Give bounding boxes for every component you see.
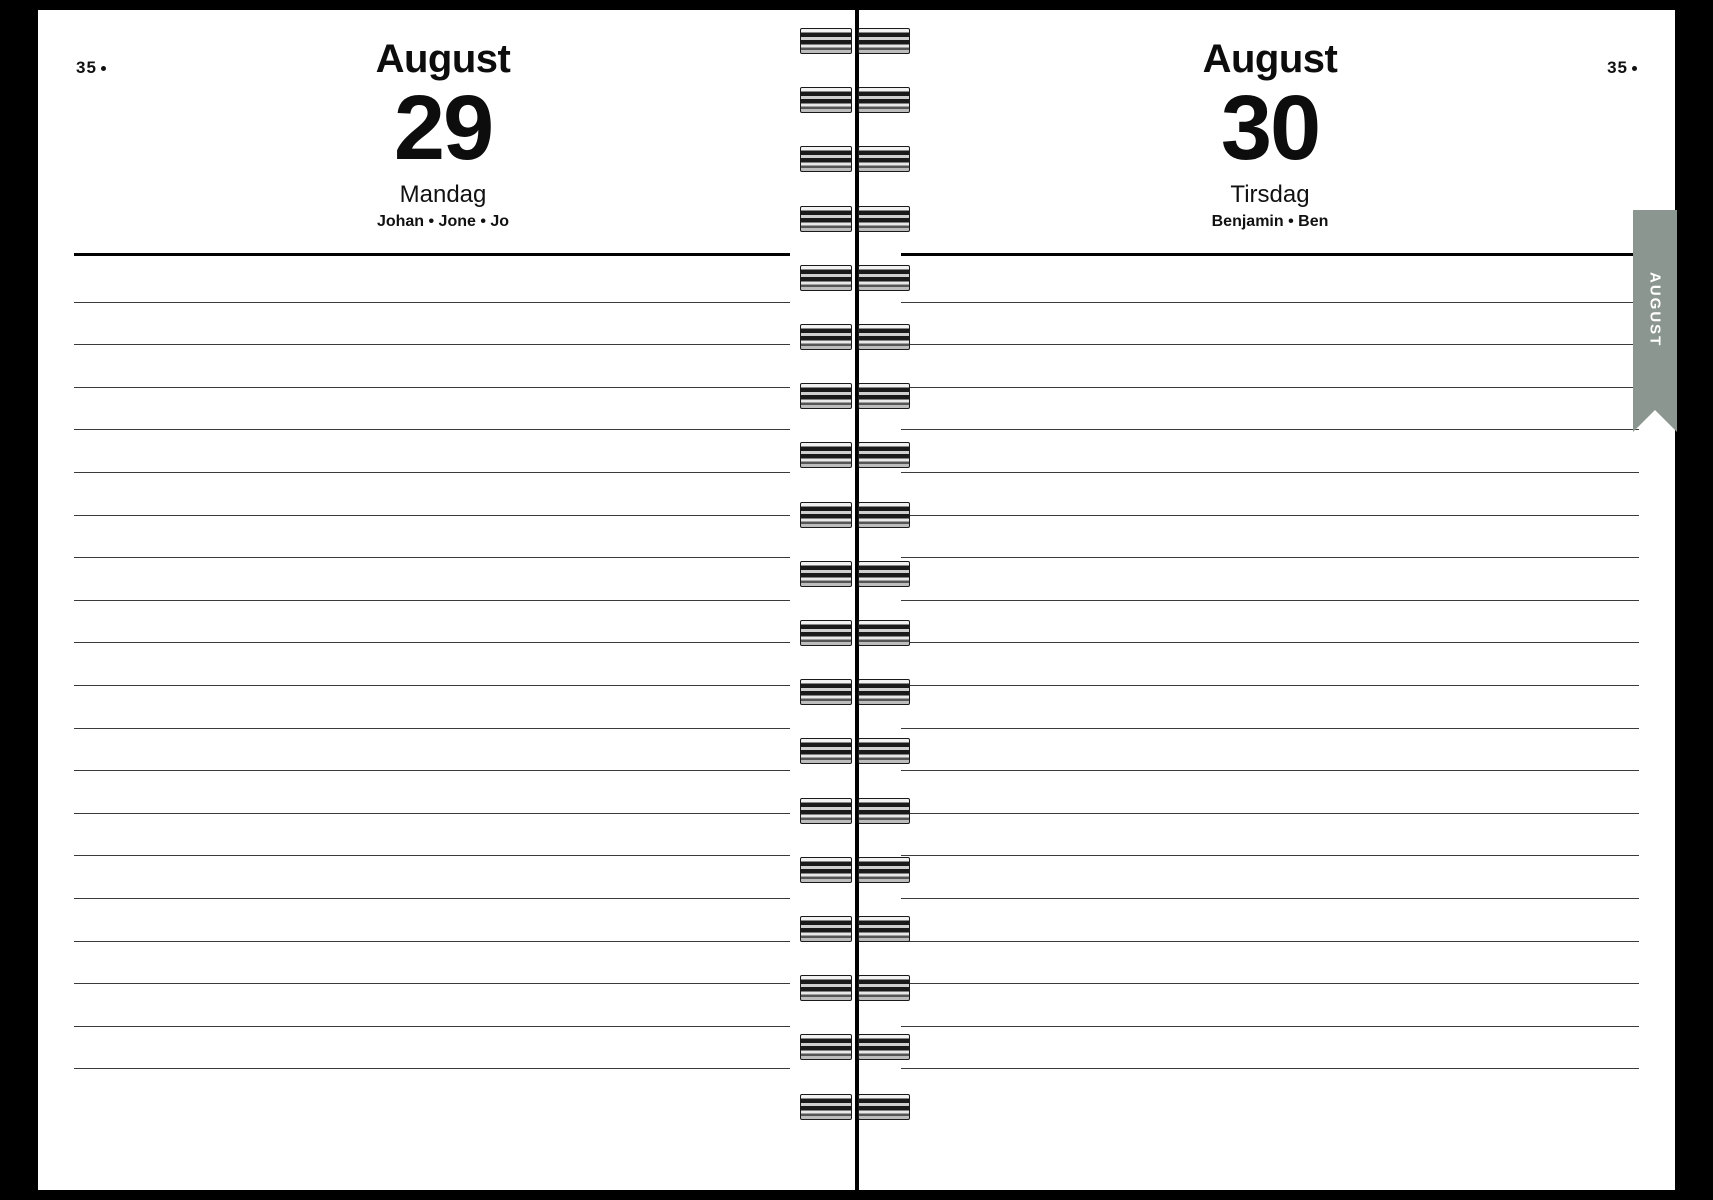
spiral-coil-segment — [858, 502, 910, 528]
spiral-coil-segment — [800, 28, 852, 54]
spiral-coil-segment — [858, 265, 910, 291]
header-rule-left — [74, 253, 790, 256]
spiral-coil — [800, 502, 914, 528]
spiral-coil-segment — [800, 916, 852, 942]
month-tab-label: AUGUST — [1646, 272, 1664, 348]
spiral-binding — [800, 0, 914, 1200]
spiral-coil-segment — [858, 324, 910, 350]
spiral-coil-segment — [858, 146, 910, 172]
spiral-coil — [800, 1034, 914, 1060]
writing-lines-left[interactable] — [74, 260, 790, 1164]
spiral-coil-segment — [800, 620, 852, 646]
writing-line[interactable] — [74, 1068, 790, 1069]
spiral-coil-segment — [800, 324, 852, 350]
page-left[interactable] — [38, 10, 848, 1190]
spiral-coil-segment — [858, 1094, 910, 1120]
spiral-coil-segment — [858, 1034, 910, 1060]
spiral-coil — [800, 146, 914, 172]
spiral-coil — [800, 679, 914, 705]
spiral-coil — [800, 87, 914, 113]
spiral-coil-segment — [800, 87, 852, 113]
spiral-coil — [800, 265, 914, 291]
writing-lines-right[interactable] — [901, 260, 1639, 1164]
spiral-coil — [800, 561, 914, 587]
spiral-coil-segment — [800, 798, 852, 824]
name-days-right: Benjamin • Ben — [1211, 212, 1329, 230]
day-number-right: 30 — [1220, 77, 1320, 179]
spiral-coil — [800, 620, 914, 646]
spiral-coil-segment — [858, 916, 910, 942]
spiral-coil-segment — [858, 857, 910, 883]
spiral-coil-segment — [858, 679, 910, 705]
spiral-coil-segment — [858, 975, 910, 1001]
spiral-coil — [800, 28, 914, 54]
name-days-left: Johan • Jone • Jo — [376, 212, 510, 230]
spiral-coil-segment — [800, 502, 852, 528]
spiral-coil-segment — [858, 798, 910, 824]
spiral-coil — [800, 442, 914, 468]
spiral-coil-segment — [800, 975, 852, 1001]
spiral-coil — [800, 324, 914, 350]
page-right[interactable] — [865, 10, 1675, 1190]
spiral-coil — [800, 383, 914, 409]
day-header-right — [865, 38, 1675, 231]
spiral-coil-segment — [858, 28, 910, 54]
spiral-coil-segment — [858, 561, 910, 587]
writing-line[interactable] — [901, 1068, 1639, 1069]
header-rule-right — [901, 253, 1639, 256]
day-number-left: 29 — [393, 77, 493, 179]
page-number-right-value: 35 — [1607, 58, 1628, 77]
day-header-left — [38, 38, 848, 231]
spiral-coil-segment — [858, 87, 910, 113]
spiral-coil — [800, 916, 914, 942]
spiral-coil-segment — [800, 857, 852, 883]
spiral-coil-segment — [800, 1034, 852, 1060]
weekday-left: Mandag — [399, 180, 487, 208]
weekday-right: Tirsdag — [1230, 180, 1310, 208]
spiral-coil-segment — [858, 206, 910, 232]
spiral-coil-segment — [800, 1094, 852, 1120]
spiral-coil — [800, 975, 914, 1001]
spiral-coil-segment — [800, 561, 852, 587]
month-tab-august[interactable] — [1633, 210, 1677, 410]
spiral-coil-segment — [800, 265, 852, 291]
spiral-coil-segment — [800, 383, 852, 409]
spiral-coil — [800, 1094, 914, 1120]
spiral-coil — [800, 857, 914, 883]
spiral-coil-segment — [858, 738, 910, 764]
spiral-coil — [800, 798, 914, 824]
spiral-coil-segment — [858, 442, 910, 468]
spiral-coil-segment — [800, 146, 852, 172]
spiral-coil-segment — [858, 383, 910, 409]
spiral-coil-segment — [800, 679, 852, 705]
spiral-coil-segment — [800, 442, 852, 468]
spiral-coil-segment — [858, 620, 910, 646]
spiral-coil-segment — [800, 738, 852, 764]
month-name-left: August — [375, 37, 511, 81]
spiral-coil — [800, 738, 914, 764]
month-name-right: August — [1202, 37, 1338, 81]
page-number-left-value: 35 — [76, 58, 97, 77]
spiral-coil-segment — [800, 206, 852, 232]
spiral-coil — [800, 206, 914, 232]
